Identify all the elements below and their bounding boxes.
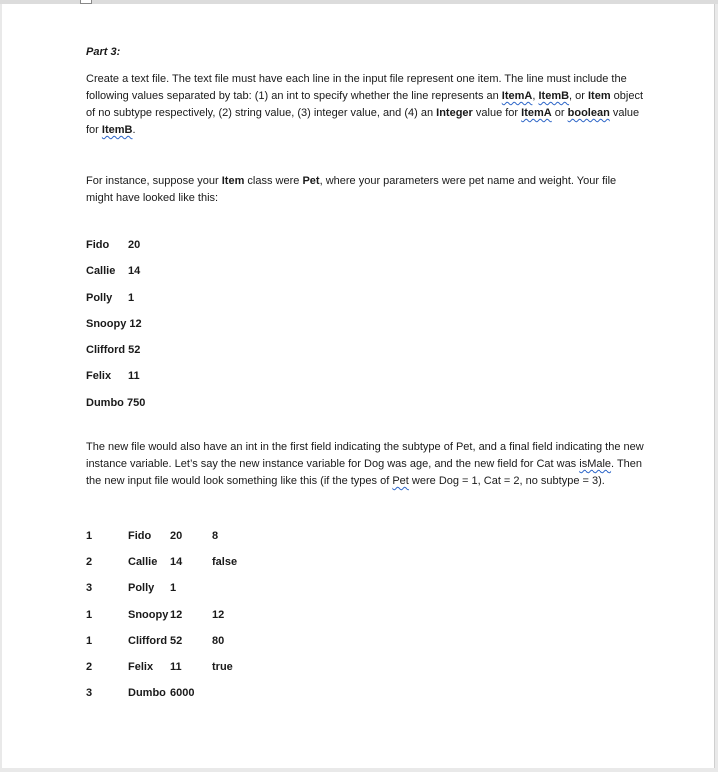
text-run: value for <box>86 107 640 136</box>
pet-name: Fido <box>128 530 152 543</box>
document-page[interactable] <box>2 4 715 768</box>
pet-name: Snoopy <box>86 317 127 330</box>
spelling-flag-itemb[interactable]: ItemB <box>538 90 570 102</box>
pet-name: Snoopy <box>128 608 169 621</box>
spelling-flag-pet[interactable]: Pet <box>392 475 409 488</box>
subtype-id: 2 <box>86 661 93 674</box>
spelling-flag-itema[interactable]: ItemA <box>521 107 552 119</box>
text-run: Create a text file. The text file must have each line in the input file represent one item. The line must include the following values separated by tab: (1) an int to specify whether the line represents an <box>86 73 627 102</box>
instructions-paragraph <box>86 71 646 139</box>
extra-field: false <box>212 556 238 569</box>
table-row <box>86 633 646 659</box>
pet-weight: 11 <box>128 370 140 383</box>
pet-weight: 1 <box>128 291 135 304</box>
table-row <box>86 685 646 711</box>
text-run: , where your parameters were pet name and weight. Your file might have looked like this: <box>86 175 617 204</box>
pet-weight: 52 <box>128 344 141 357</box>
part-heading: Part 3: <box>86 46 121 58</box>
list-item <box>86 342 646 368</box>
extra-field: 8 <box>212 530 219 543</box>
subtype-id: 2 <box>86 556 93 569</box>
pet-weight: 12 <box>170 608 183 621</box>
text-run: . <box>132 124 136 136</box>
text-run: object of no subtype respectively, (2) string value, (3) integer value, and (4) an <box>86 90 644 119</box>
pet-name: Polly <box>86 291 113 304</box>
pet-name: Callie <box>86 265 116 278</box>
table-row <box>86 659 646 685</box>
spelling-flag-itemb[interactable]: ItemB <box>101 124 133 136</box>
pet-name: Polly <box>128 582 155 595</box>
pet-name: Callie <box>128 556 158 569</box>
pet-name: Dumbo <box>128 687 166 700</box>
text-run: For instance, suppose your <box>86 175 222 187</box>
subtype-id: 3 <box>86 687 93 700</box>
extra-field: 80 <box>212 634 225 647</box>
text-run: class were <box>244 175 303 187</box>
table-row <box>86 554 646 580</box>
list-item <box>86 237 646 263</box>
spelling-flag-ismale[interactable]: isMale <box>579 458 612 471</box>
pet-weight: 750 <box>126 396 146 409</box>
subtype-paragraph <box>86 439 646 490</box>
pet-name: Felix <box>86 370 112 383</box>
bold-item: Item <box>221 175 245 187</box>
text-run: value for <box>472 107 522 119</box>
list-item <box>86 395 646 421</box>
bold-pet: Pet <box>302 175 320 187</box>
text-run: were Dog = 1, Cat = 2, no subtype = 3). <box>408 475 605 488</box>
list-item <box>86 263 646 289</box>
pet-weight: 14 <box>128 265 141 278</box>
spelling-flag-boolean[interactable]: boolean <box>567 107 610 119</box>
pet-weight: 12 <box>129 317 142 330</box>
pet-weight: 11 <box>170 661 182 674</box>
simple-pet-list <box>86 237 646 421</box>
subtype-id: 1 <box>86 608 93 621</box>
table-row <box>86 607 646 633</box>
pet-weight: 1 <box>170 582 177 595</box>
extra-field: 12 <box>212 608 225 621</box>
pet-name: Dumbo <box>86 396 124 409</box>
bold-item: Item <box>588 90 611 102</box>
pet-name: Clifford <box>128 634 168 647</box>
text-run: or <box>551 107 568 119</box>
extra-field: true <box>212 661 233 674</box>
text-run: The new file would also have an int in the first field indicating the subtype of Pet, and a final field indicating the new instance variable. Let’s say the new instance variable for Dog was age, and the new field for Cat was <box>86 441 644 471</box>
pet-name: Felix <box>128 661 154 674</box>
text-run: , <box>532 90 539 102</box>
pet-weight: 20 <box>128 239 141 251</box>
pet-weight: 14 <box>170 556 183 569</box>
example-intro-paragraph <box>86 173 646 207</box>
list-item <box>86 290 646 316</box>
subtype-id: 1 <box>86 634 93 647</box>
spelling-flag-itema[interactable]: ItemA <box>501 90 533 102</box>
bold-integer: Integer <box>436 107 473 119</box>
pet-weight: 6000 <box>170 687 195 700</box>
text-run: . Then the new input file would look something like this (if the types of <box>86 458 643 488</box>
subtype-id: 3 <box>86 582 93 595</box>
extended-pet-list <box>86 528 646 711</box>
list-item <box>86 368 646 394</box>
pet-weight: 52 <box>170 634 183 647</box>
pet-weight: 20 <box>170 530 183 543</box>
list-item <box>86 316 646 342</box>
pet-name: Fido <box>86 239 110 251</box>
text-run: , or <box>569 90 588 102</box>
pet-name: Clifford <box>86 344 126 357</box>
table-row <box>86 528 646 554</box>
document-content <box>86 44 646 711</box>
table-row <box>86 580 646 606</box>
subtype-id: 1 <box>86 530 93 543</box>
